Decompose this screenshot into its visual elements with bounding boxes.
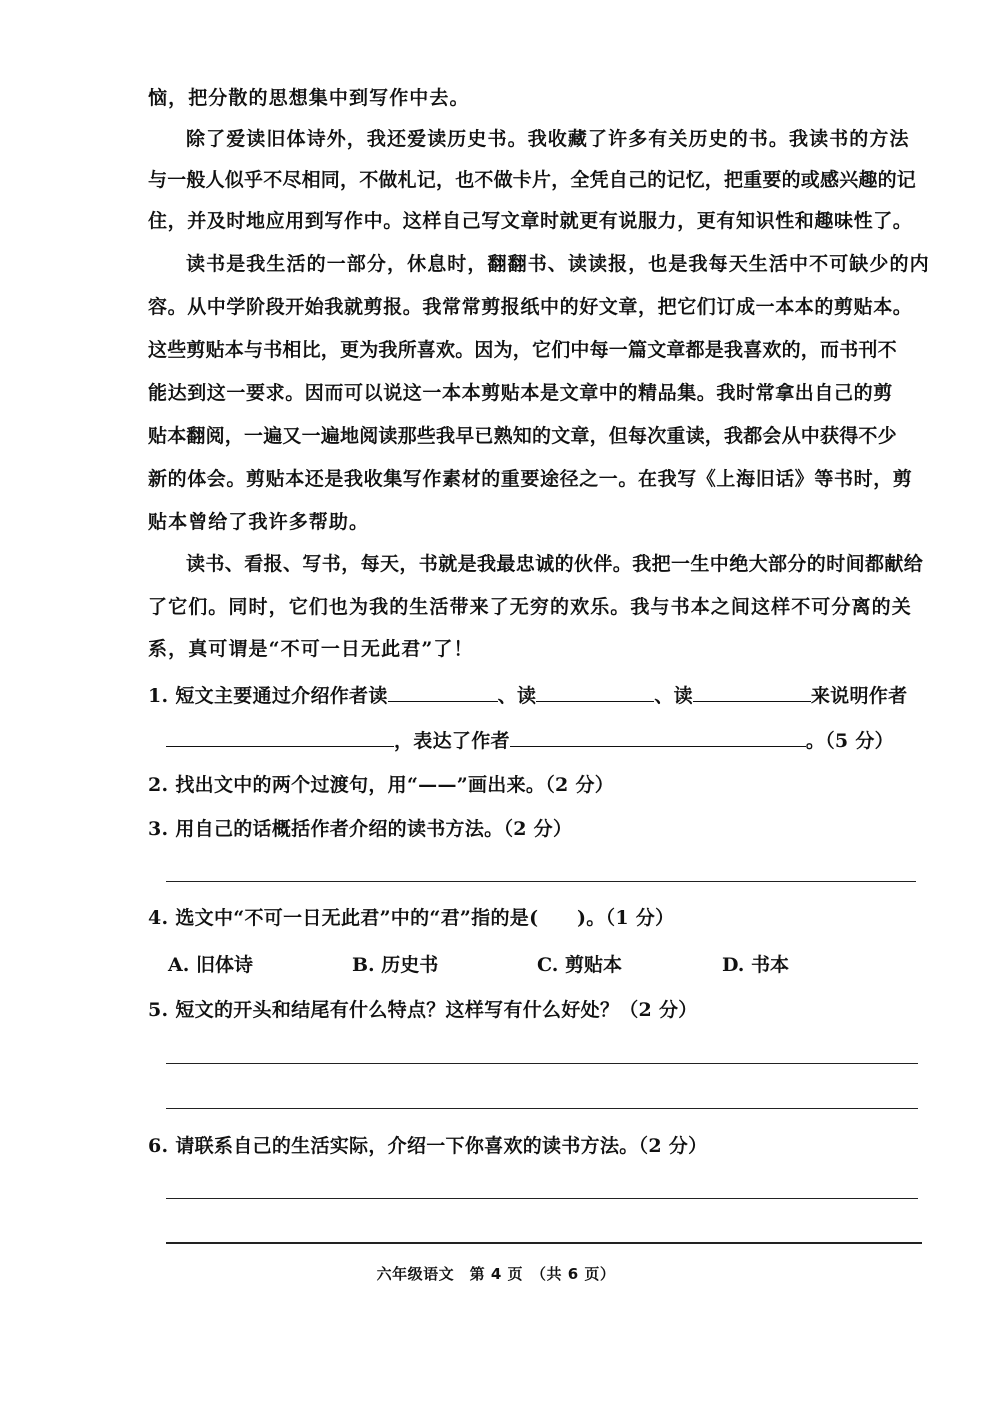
question-1-text-e: ，表达了作者 [394, 730, 510, 752]
passage-line: 读书是我生活的一部分，休息时，翻翻书、读读报，也是我每天生活中不可缺少的内 [186, 253, 930, 275]
option-d[interactable]: D. 书本 [722, 954, 790, 976]
page-footer: 六年级语文 第 4 页 （共 6 页） [376, 1265, 616, 1283]
passage-line: 读书、看报、写书，每天，书就是我最忠诚的伙伴。我把一生中绝大部分的时间都献给 [186, 553, 924, 575]
answer-line[interactable] [166, 1063, 918, 1064]
question-1-text-b: 、读 [497, 685, 537, 707]
question-1-text-c: 、读 [654, 685, 693, 707]
answer-blank[interactable] [388, 683, 498, 702]
passage-line: 这些剪贴本与书相比，更为我所喜欢。因为，它们中每一篇文章都是我喜欢的，而书刊不 [148, 339, 897, 361]
option-c[interactable]: C. 剪贴本 [537, 954, 623, 976]
question-3: 3. 用自己的话概括作者介绍的读书方法。（2 分） [148, 818, 573, 840]
passage-line: 贴本翻阅，一遍又一遍地阅读那些我早已熟知的文章，但每次重读，我都会从中获得不少 [148, 425, 897, 447]
question-1-text-a: 1. 短文主要通过介绍作者读 [148, 685, 388, 707]
answer-line[interactable] [166, 1242, 922, 1244]
passage-line: 除了爱读旧体诗外，我还爱读历史书。我收藏了许多有关历史的书。我读书的方法 [186, 128, 910, 150]
answer-line[interactable] [166, 1198, 918, 1199]
passage-line: 能达到这一要求。因而可以说这一本本剪贴本是文章中的精品集。我时常拿出自己的剪 [148, 382, 893, 404]
question-6: 6. 请联系自己的生活实际，介绍一下你喜欢的读书方法。（2 分） [148, 1135, 708, 1157]
option-b[interactable]: B. 历史书 [352, 954, 439, 976]
answer-blank[interactable] [166, 728, 394, 747]
passage-line: 与一般人似乎不尽相同，不做札记，也不做卡片，全凭自己的记忆，把重要的或感兴趣的记 [148, 169, 917, 191]
question-1-line-2 [166, 728, 894, 753]
passage-line: 贴本曾给了我许多帮助。 [148, 511, 370, 533]
question-1-text-f: 。（5 分） [805, 730, 894, 752]
question-1 [148, 683, 907, 708]
answer-blank[interactable] [510, 728, 806, 747]
passage-line: 系，真可谓是“不可一日无此君”了！ [148, 638, 474, 660]
answer-line[interactable] [166, 881, 916, 882]
question-4: 4. 选文中“不可一日无此君”中的“君”指的是( )。（1 分） [148, 907, 675, 929]
answer-line[interactable] [166, 1108, 918, 1109]
option-a[interactable]: A. 旧体诗 [168, 954, 253, 976]
passage-line: 住，并及时地应用到写作中。这样自己写文章时就更有说服力，更有知识性和趣味性了。 [148, 210, 913, 232]
answer-blank[interactable] [536, 683, 654, 702]
passage-line: 恼，把分散的思想集中到写作中去。 [148, 87, 470, 109]
question-1-text-d: 来说明作者 [810, 685, 908, 707]
passage-line: 新的体会。剪贴本还是我收集写作素材的重要途径之一。在我写《上海旧话》等书时，剪 [148, 468, 913, 490]
question-5: 5. 短文的开头和结尾有什么特点？这样写有什么好处？（2 分） [148, 999, 698, 1021]
passage-line: 容。从中学阶段开始我就剪报。我常常剪报纸中的好文章，把它们订成一本本的剪贴本。 [148, 296, 913, 318]
passage-line: 了它们。同时，它们也为我的生活带来了无穷的欢乐。我与书本之间这样不可分离的关 [148, 596, 912, 618]
question-2: 2. 找出文中的两个过渡句，用“——”画出来。（2 分） [148, 774, 615, 796]
answer-blank[interactable] [693, 683, 811, 702]
